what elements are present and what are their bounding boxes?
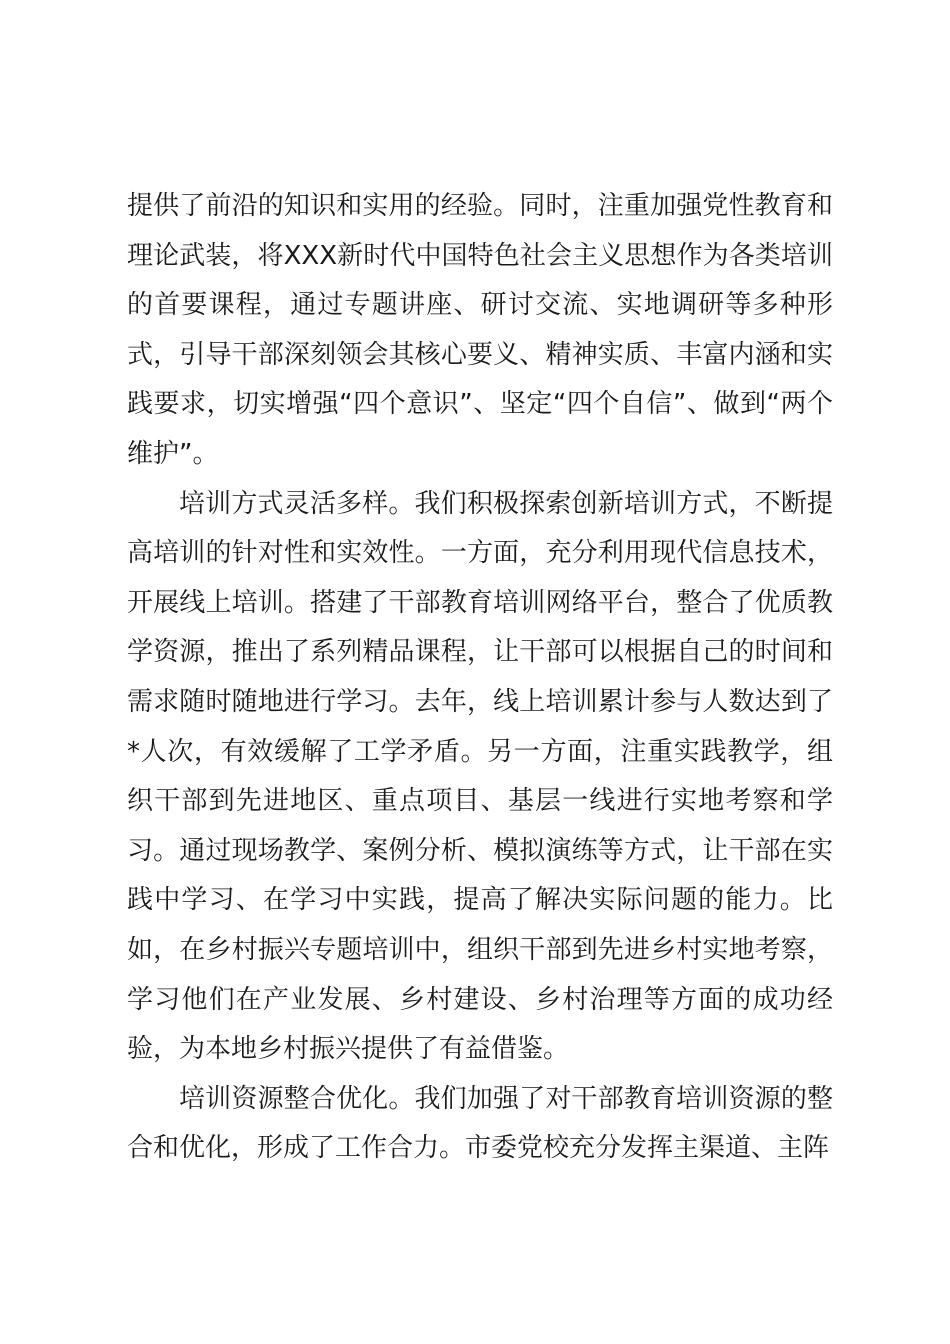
paragraph-3: 培训资源整合优化。我们加强了对干部教育培训资源的整合和优化，形成了工作合力。市委党校充分发挥主渠道、主阵 [127,1083,833,1164]
paragraph-1: 提供了前沿的知识和实用的经验。同时，注重加强党性教育和理论武装，将XXX新时代中国特色社会主义思想作为各类培训的首要课程，通过专题讲座、研讨交流、实地调研等多种形式，引导干部深刻领会其核心要义、精神实质、丰富内涵和实践要求，切实增强“四个意识”、坚定“四个自信”、做到“两个维护”。 [127,191,833,469]
paragraph-2: 培训方式灵活多样。我们积极探索创新培训方式，不断提高培训的针对性和实效性。一方面，充分利用现代信息技术，开展线上培训。搭建了干部教育培训网络平台，整合了优质教学资源，推出了系列精品课程，让干部可以根据自己的时间和需求随时随地进行学习。去年，线上培训累计参与人数达到了*人次，有效缓解了工学矛盾。另一方面，注重实践教学，组织干部到先进地区、重点项目、基层一线进行实地考察和学习。通过现场教学、案例分析、模拟演练等方式，让干部在实践中学习、在学习中实践，提高了解决实际问题的能力。比如，在乡村振兴专题培训中，组织干部到先进乡村实地考察，学习他们在产业发展、乡村建设、乡村治理等方面的成功经验，为本地乡村振兴提供了有益借鉴。 [127,488,833,1065]
document-body [127,182,833,1174]
